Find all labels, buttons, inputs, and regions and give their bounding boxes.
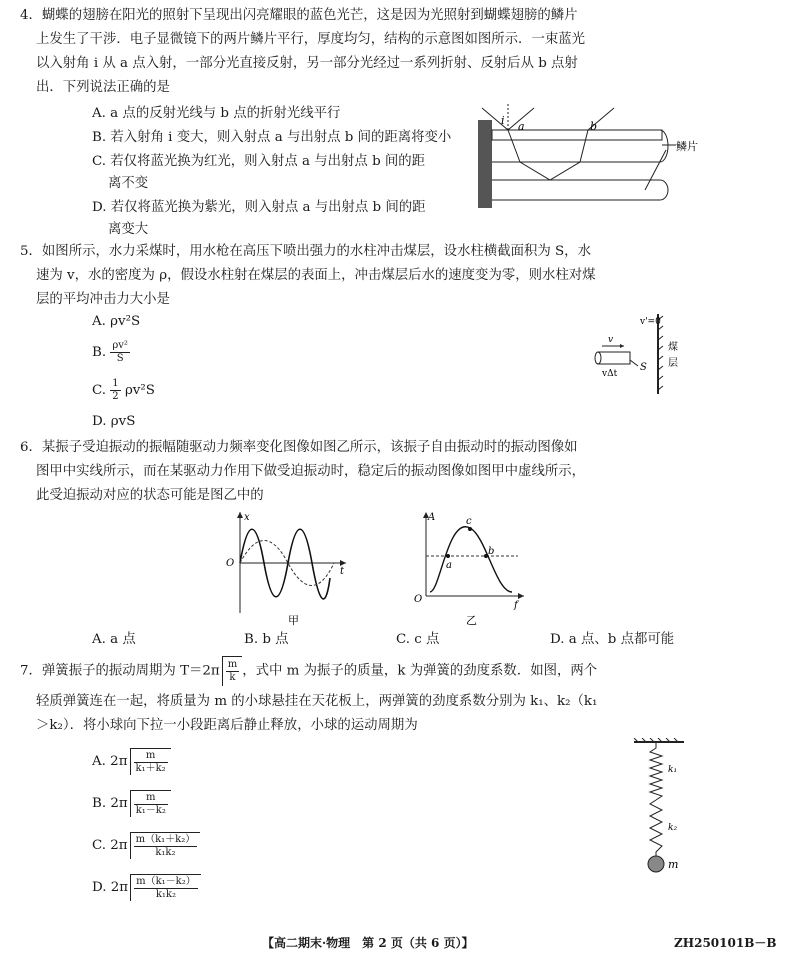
point-c	[468, 527, 472, 531]
scale-lower	[492, 180, 668, 200]
q4-option-c: C. 若仅将蓝光换为红光，则入射点 a 与出射点 b 间的距	[92, 154, 426, 169]
svg-text:煤: 煤	[668, 342, 678, 353]
svg-text:f: f	[514, 600, 518, 611]
svg-text:k₂: k₂	[668, 823, 678, 833]
q5-option-d: D. ρvS	[92, 414, 136, 429]
q5-line-1: 5．如图所示，水力采煤时，用水枪在高压下喷出强力的水柱冲击煤层，设水柱横截面积为 S，水	[20, 244, 591, 259]
q6-line-3: 此受迫振动对应的状态可能是图乙中的	[36, 488, 264, 503]
q6-figure-yi	[404, 506, 534, 628]
page-footer: 【高二期末·物理 第 2 页（共 6 页）】	[262, 936, 474, 950]
svg-text:c: c	[466, 516, 472, 527]
q5-line-2: 速为 v，水的密度为 ρ，假设水柱射在煤层的表面上，冲击煤层后水的速度变为零，则水柱对煤	[36, 268, 596, 283]
q6-line-1: 6．某振子受迫振动的振幅随驱动力频率变化图像如图乙所示，该振子自由振动时的振动图像如	[20, 440, 578, 455]
q4-option-a: A. a 点的反射光线与 b 点的折射光线平行	[92, 106, 341, 121]
q6-option-d: D. a 点、b 点都可能	[550, 632, 675, 647]
svg-text:A: A	[428, 512, 436, 523]
svg-text:v: v	[608, 335, 614, 345]
q7-option-d: D. 2π $\frac{\text{m（k₁－k₂）}}{\text{k₁k₂}}$	[92, 874, 201, 901]
q6-figure-jia	[222, 508, 352, 628]
svg-text:层: 层	[668, 358, 678, 369]
svg-text:O: O	[414, 594, 423, 605]
q4-option-d-cont: 离变大	[108, 222, 149, 237]
svg-text:k₁: k₁	[668, 765, 678, 775]
ball-m	[648, 856, 664, 872]
svg-text:x: x	[244, 512, 250, 523]
q5-option-b: B. $\frac{\text{ρv²}}{S}$	[92, 340, 128, 364]
q6-line-2: 图甲中实线所示，而在某驱动力作用下做受迫振动时，稳定后的振动图像如图甲中虚线所示，	[36, 464, 586, 479]
q4-line-4: 出．下列说法正确的是	[36, 80, 170, 95]
page-code: ZH250101B－B	[674, 936, 777, 950]
q6-option-a: A. a 点	[92, 632, 136, 647]
q6-option-c: C. c 点	[396, 632, 440, 647]
svg-text:b: b	[488, 546, 495, 557]
svg-text:vΔt: vΔt	[602, 369, 618, 379]
water-column	[598, 352, 630, 364]
q4-line-2: 上发生了干涉．电子显微镜下的两片鳞片平行，厚度均匀，结构的示意图如图所示．一束蓝光	[36, 32, 586, 47]
scale-wall	[478, 120, 492, 208]
fig-label-scale: 鳞片	[676, 140, 698, 153]
q4-option-d: D. 若仅将蓝光换为紫光，则入射点 a 与出射点 b 间的距	[92, 200, 426, 215]
fig-label-a: a	[518, 120, 525, 133]
q5-water-figure	[580, 310, 690, 400]
fig-label-b: b	[590, 120, 598, 133]
q7-line-3: ＞k₂）．将小球向下拉一小段距离后静止释放，小球的运动周期为	[36, 718, 418, 733]
q7-option-b: B. 2π $\frac{m}{\text{k₁－k₂}}$	[92, 790, 171, 817]
svg-text:v'=0: v'=0	[640, 317, 661, 327]
point-a	[446, 554, 450, 558]
q4-line-3: 以入射角 i 从 a 点入射，一部分光直接反射，另一部分光经过一系列折射、反射后从 b 点射	[36, 56, 578, 71]
fig-label-i: i	[501, 114, 505, 127]
svg-text:S: S	[640, 362, 647, 373]
q7-option-c: C. 2π $\frac{\text{m（k₁＋k₂）}}{\text{k₁k₂}}$	[92, 832, 200, 859]
yi-resonance-curve	[430, 527, 512, 592]
spring-k2	[650, 800, 662, 856]
q5-option-a: A. ρv²S	[92, 314, 141, 329]
svg-text:O: O	[226, 558, 235, 569]
q5-line-3: 层的平均冲击力大小是	[36, 292, 170, 307]
svg-text:m: m	[668, 858, 679, 871]
q6-option-b: B. b 点	[244, 632, 289, 647]
svg-text:甲: 甲	[288, 614, 299, 627]
q5-option-c: C. $\frac{1}{2}$ ρv²S	[92, 378, 155, 402]
q7-line-2: 轻质弹簧连在一起，将质量为 m 的小球悬挂在天花板上，两弹簧的劲度系数分别为 k₁、k₂（k₁	[36, 694, 598, 709]
q4-option-c-cont: 离不变	[108, 176, 149, 191]
q4-line-1: 4．蝴蝶的翅膀在阳光的照射下呈现出闪亮耀眼的蓝色光芒，这是因为光照射到蝴蝶翅膀的鳞片	[20, 8, 578, 23]
q7-line-1: 7．弹簧振子的振动周期为 T＝2π $\frac{m}{k}$ ，式中 m 为振子的质量，k 为弹簧的劲度系数．如图，两个	[20, 656, 597, 686]
jia-solid-curve	[240, 529, 330, 599]
q7-spring-figure	[630, 738, 690, 878]
q4-scales-figure	[470, 100, 700, 215]
svg-text:a: a	[446, 560, 452, 571]
svg-text:乙: 乙	[466, 614, 477, 627]
spring-k1	[650, 742, 662, 800]
q7-option-a: A. 2π $\frac{m}{\text{k₁＋k₂}}$	[92, 748, 171, 775]
svg-text:t: t	[340, 566, 345, 577]
q4-option-b: B. 若入射角 i 变大，则入射点 a 与出射点 b 间的距离将变小	[92, 130, 452, 145]
